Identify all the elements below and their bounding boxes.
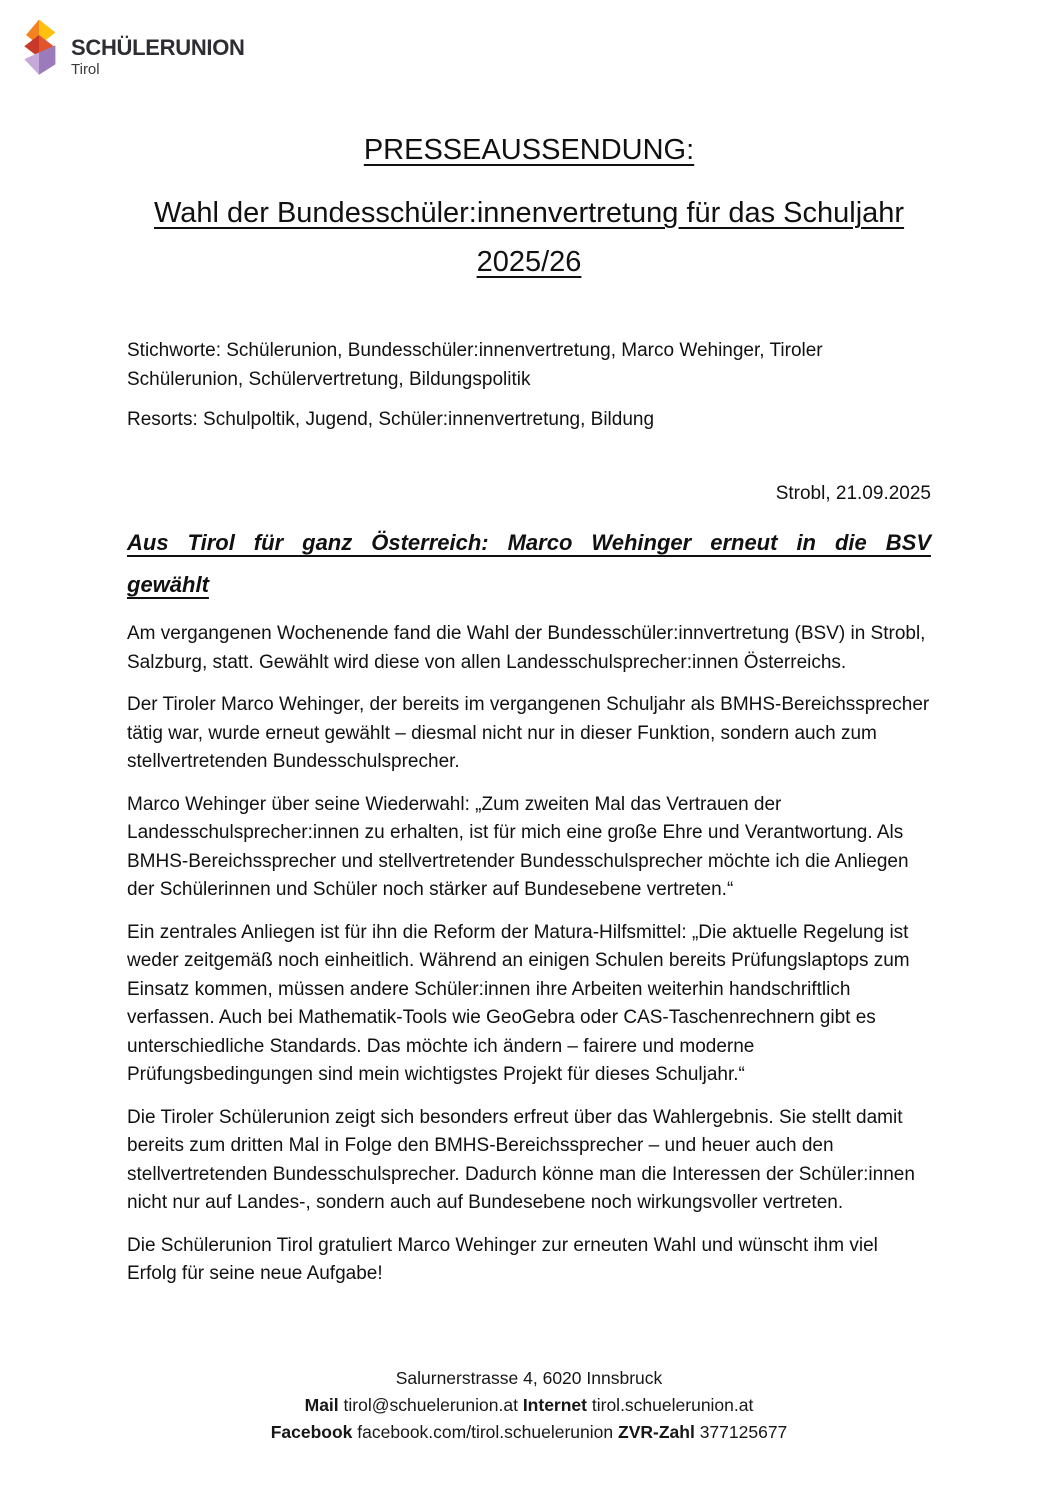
footer-internet-value: tirol.schuelerunion.at <box>591 1394 754 1415</box>
brand-header <box>20 16 245 80</box>
keywords-line: Stichworte: Schülerunion, Bundesschüler:innenvertretung, Marco Wehinger, Tiroler Schülerunion, Schülervertretung, Bildungspolitik <box>127 340 823 390</box>
paragraph-quote-matura-reform: Ein zentrales Anliegen ist für ihn die Reform der Matura-Hilfsmittel: „Die aktuelle Regelung ist weder zeitgemäß noch einheitlich. Während an einigen Schulen bereits Prüfungslaptops zum Einsatz kommen, müssen andere Schüler:innen ihre Arbeiten weiterhin handschriftlich verfassen. Auch bei Mathematik-Tools wie GeoGebra oder CAS-Taschenrechnern gibt es unterschiedliche Standards. Das möchte ich ändern – fairere und moderne Prüfungsbedingungen sind mein wichtigstes Projekt für dieses Schuljahr.“ <box>127 921 910 1085</box>
footer-social-line <box>127 1419 931 1446</box>
dateline: Strobl, 21.09.2025 <box>775 482 931 504</box>
logo-text <box>71 36 245 80</box>
paragraph-quote-reelection: Marco Wehinger über seine Wiederwahl: „Zum zweiten Mal das Vertrauen der Landesschulsprecher:innen zu erhalten, ist für mich eine große Ehre und Verantwortung. Als BMHS-Bereichssprecher und stellvertretender Bundesschulsprecher möchte ich die Anliegen der Schülerinnen und Schüler noch stärker auf Bundesebene vertreten.“ <box>127 793 909 900</box>
resorts-line: Resorts: Schulpoltik, Jugend, Schüler:innenvertretung, Bildung <box>127 409 655 430</box>
article-headline <box>127 522 931 606</box>
footer-zvr-label: ZVR-Zahl <box>618 1421 695 1442</box>
paragraph-wehinger-reelected: Der Tiroler Marco Wehinger, der bereits im vergangenen Schuljahr als BMHS-Bereichssprecher tätig war, wurde erneut gewählt – diesmal nicht nur in dieser Funktion, sondern auch zum stellvertretenden Bundesschulsprecher. <box>127 694 930 772</box>
document-kicker-title: PRESSEAUSSENDUNG: <box>363 134 695 166</box>
footer-mail-value: tirol@schuelerunion.at <box>343 1394 518 1415</box>
footer-facebook-value: facebook.com/tirol.schuelerunion <box>357 1421 614 1442</box>
brand-name: SCHÜLERUNION <box>71 35 245 60</box>
document-subject-title: Wahl der Bundesschüler:innenvertretung für das Schuljahr 2025/26 <box>153 197 905 278</box>
paragraph-union-reaction: Die Tiroler Schülerunion zeigt sich besonders erfreut über das Wahlergebnis. Sie stellt damit bereits zum dritten Mal in Folge den BMHS-Bereichssprecher – und heuer auch den stellvertretenden Bundesschulsprecher. Dadurch könne man die Interessen der Schüler:innen nicht nur auf Landes-, sondern auch auf Bundesebene noch wirkungsvoller vertreten. <box>127 1106 915 1213</box>
article-headline-line2: gewählt <box>127 572 209 597</box>
footer-contact-line <box>127 1392 931 1419</box>
footer-zvr-value: 377125677 <box>699 1421 788 1442</box>
footer-mail-label: Mail <box>304 1394 339 1415</box>
paragraph-congratulations: Die Schülerunion Tirol gratuliert Marco Wehinger zur erneuten Wahl und wünscht ihm viel Erfolg für seine neue Aufgabe! <box>127 1234 878 1284</box>
footer-address: Salurnerstrasse 4, 6020 Innsbruck <box>395 1367 663 1388</box>
paragraph-election: Am vergangenen Wochenende fand die Wahl der Bundesschüler:innvertretung (BSV) in Strobl, Salzburg, statt. Gewählt wird diese von allen Landesschulsprecher:innen Österreichs. <box>127 623 926 673</box>
schuelerunion-logo-icon <box>20 16 58 80</box>
document-footer <box>127 1365 931 1446</box>
footer-facebook-label: Facebook <box>270 1421 353 1442</box>
footer-internet-label: Internet <box>522 1394 587 1415</box>
brand-region: Tirol <box>71 61 100 78</box>
logo-fold-lavender-icon <box>24 52 39 74</box>
article-headline-line1: Aus Tirol für ganz Österreich: Marco Wehinger erneut in die BSV <box>127 530 931 555</box>
